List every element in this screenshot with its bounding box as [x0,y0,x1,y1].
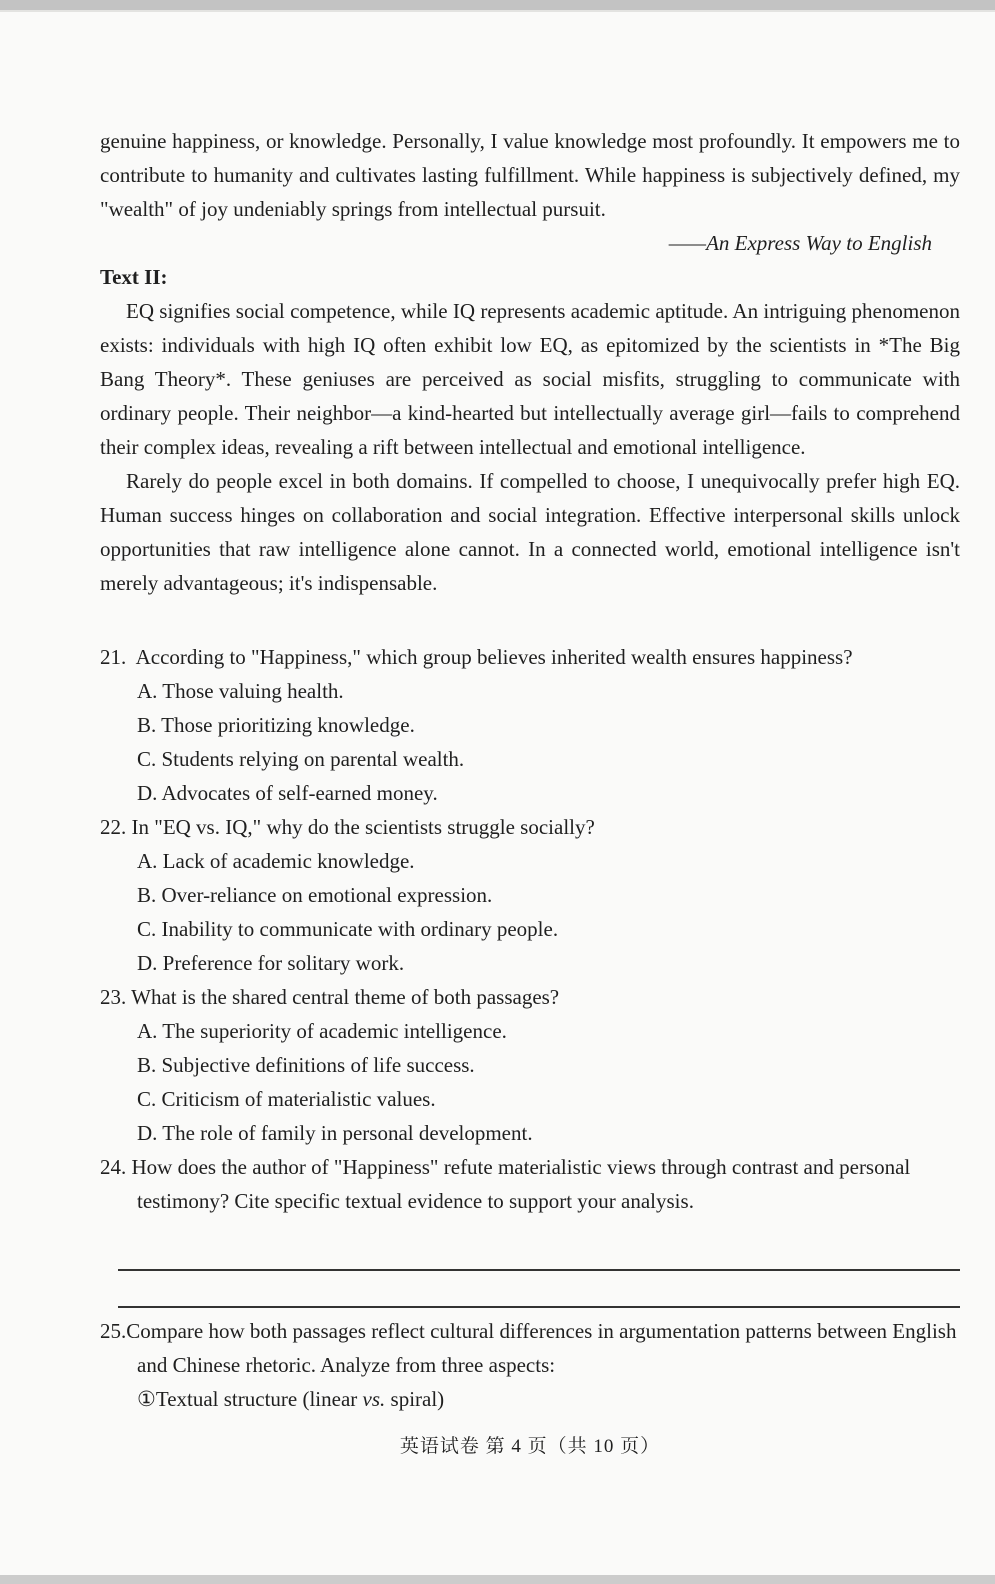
question-21-option-c: C. Students relying on parental wealth. [137,747,465,771]
question-23-option-c: C. Criticism of materialistic values. [137,1087,436,1111]
question-24-number: 24. [100,1155,127,1179]
answer-writing-line-2 [118,1271,960,1308]
question-23-option-b: B. Subjective definitions of life success. [137,1053,475,1077]
continuation-paragraph: genuine happiness, or knowledge. Personally, I value knowledge most profoundly. It empowers me to contribute to humanity and cultivates lasting fulfillment. While happiness is subjectively defined, my "wealth" of joy undeniably springs from intellectual pursuit. [100,129,960,221]
question-22-text: In "EQ vs. IQ," why do the scientists struggle socially? [126,815,595,839]
question-23-text: What is the shared central theme of both passages? [126,985,560,1009]
question-21-option-a: A. Those valuing health. [137,679,344,703]
viewer-top-band [0,0,995,12]
question-22-option-b: B. Over-reliance on emotional expression. [137,883,493,907]
source-attribution: ——An Express Way to English [668,231,932,255]
question-21-option-b: B. Those prioritizing knowledge. [137,713,415,737]
questions-section [100,640,960,1416]
question-22-stem [100,810,960,844]
question-23-number: 23. [100,985,127,1009]
question-24 [100,1150,960,1308]
question-23-stem [100,980,960,1014]
question-25-text: Compare how both passages reflect cultural differences in argumentation patterns between English and Chinese rhetoric. Analyze from three aspects: [126,1319,962,1377]
question-22 [100,810,960,980]
question-24-text: How does the author of "Happiness" refute materialistic views through contrast and personal testimony? Cite specific textual evidence to support your analysis. [126,1155,916,1213]
question-23-option-a: A. The superiority of academic intelligence. [137,1019,507,1043]
text2-heading: Text II: [100,265,168,289]
question-21 [100,640,960,810]
question-21-option-d: D. Advocates of self-earned money. [137,781,438,805]
question-22-option-c: C. Inability to communicate with ordinary people. [137,917,559,941]
viewer-bottom-band [0,1575,995,1584]
question-22-number: 22. [100,815,127,839]
subpoint-vs: vs. [362,1387,386,1411]
question-24-answer-area [118,1234,960,1308]
exam-page [0,12,995,1464]
question-25-stem [100,1314,960,1382]
question-25-subpoint-1 [100,1382,960,1416]
page-footer: 英语试卷 第 4 页（共 10 页） [399,1436,661,1457]
question-25-number: 25. [100,1319,127,1343]
question-25 [100,1314,960,1416]
question-21-stem [100,640,960,674]
answer-writing-line-1 [118,1234,960,1271]
text2-paragraph-2: Rarely do people excel in both domains. If compelled to choose, I unequivocally prefer high EQ. Human success hinges on collaboration and social integration. Effective interpersonal skills unlock opportunities that raw intelligence alone cannot. In a connected world, emotional intelligence isn't merely advantageous; it's indispensable. [100,469,960,595]
question-21-number: 21. [100,645,127,669]
question-23 [100,980,960,1150]
question-22-option-d: D. Preference for solitary work. [137,951,405,975]
text2-paragraph-1: EQ signifies social competence, while IQ represents academic aptitude. An intriguing phenomenon exists: individuals with high IQ often exhibit low EQ, as epitomized by the scientists in *The Big Bang Theory*. These geniuses are perceived as social misfits, struggling to communicate with ordinary people. Their neighbor—a kind-hearted but intellectually average girl—fails to comprehend their complex ideas, revealing a rift between intellectual and emotional intelligence. [100,299,960,459]
question-24-stem [100,1150,960,1218]
question-22-option-a: A. Lack of academic knowledge. [137,849,415,873]
question-23-option-d: D. The role of family in personal development. [137,1121,533,1145]
subpoint-suffix: spiral) [385,1387,445,1411]
subpoint-prefix: ①Textual structure (linear [137,1387,363,1411]
question-21-text: According to "Happiness," which group believes inherited wealth ensures happiness? [126,645,853,669]
